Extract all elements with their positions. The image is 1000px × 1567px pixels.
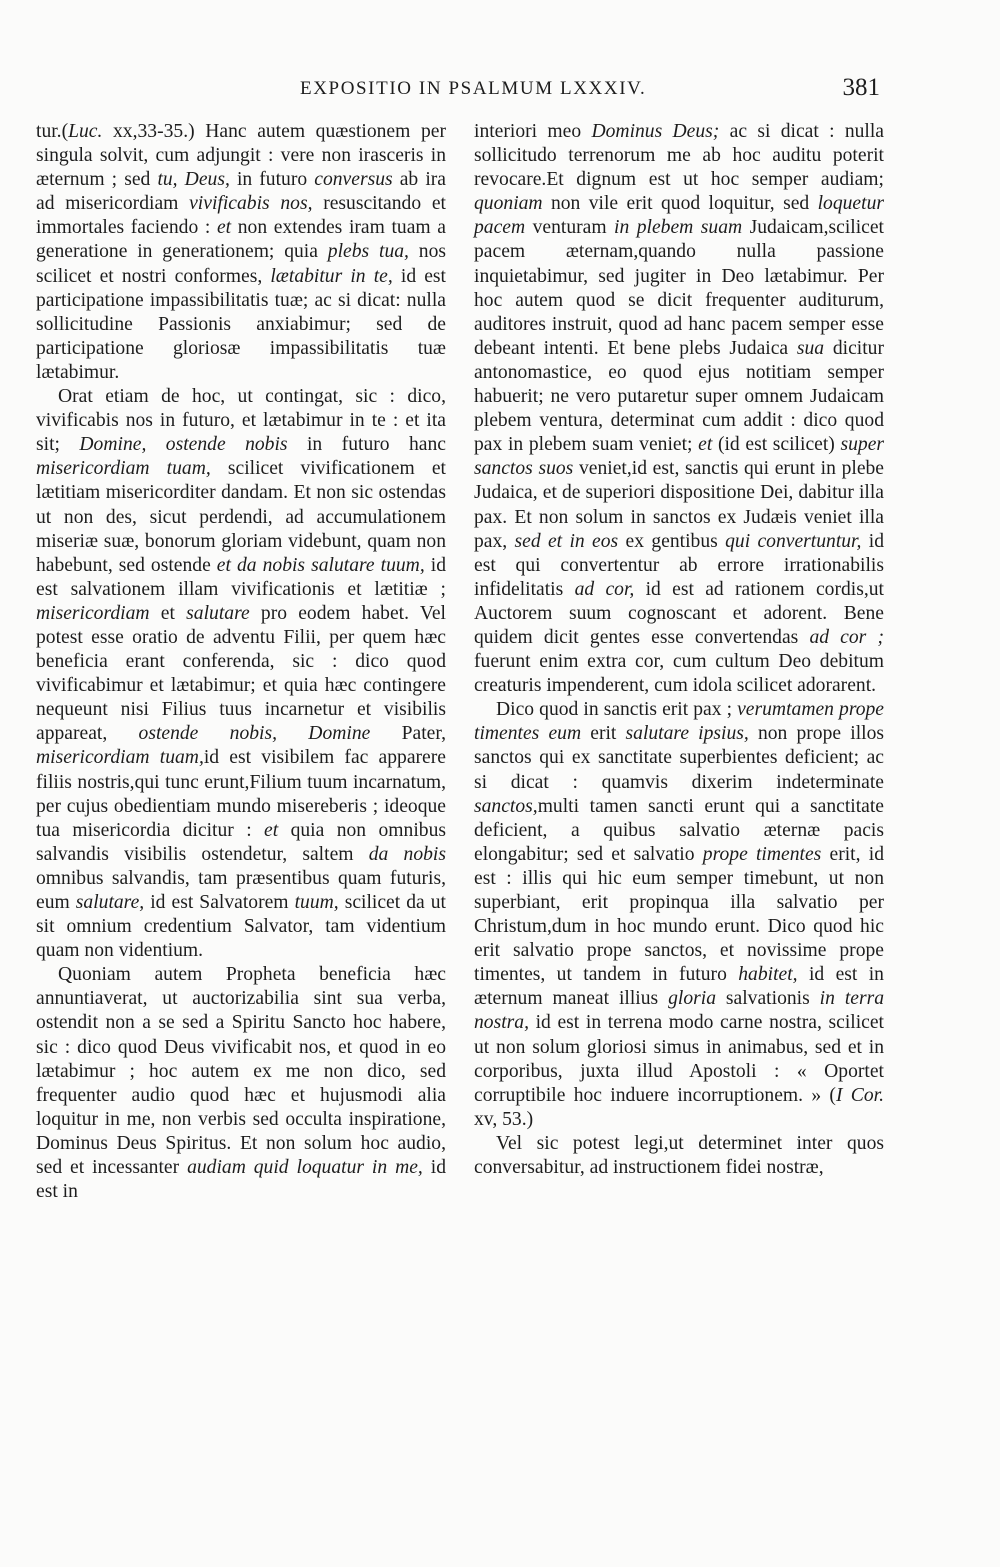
text-run: Pater, [370,723,446,745]
text-run: fuerunt enim extra cor, cum cultum Deo debitum creaturis impenderent, cum idola scilicet adorarent. [474,651,884,697]
italic-text-run: salutare ipsius, [625,723,749,745]
italic-text-run: I Cor. [835,1084,884,1106]
italic-text-run: gloria [668,988,716,1010]
text-run: id est salvationem illam vivificationis et lætitiæ ; [36,554,446,600]
text-run: in futuro hanc [287,434,446,456]
italic-text-run: quoniam [474,193,543,215]
italic-text-run: et [216,217,232,239]
text-run: id est in terrena modo carne nostra, scilicet ut non solum gloriosi simus in animabus, sed et in corporibus, juxta illud Apostoli : « Oportet corruptibile hoc induere incorruptionem. » ( [474,1012,884,1106]
italic-text-run: conversus [314,169,393,191]
italic-text-run: misericordiam tuam, [36,458,211,480]
italic-text-run: habitet, [738,964,798,986]
text-run: erit [581,723,626,745]
text-run: interiori meo [474,121,592,142]
text-run: id est ad rationem cordis,ut Auctorem suum cognoscant et adorent. Bene quidem dicit gentes esse convertendas [474,578,884,648]
italic-text-run: ad cor, [574,578,635,600]
text-run: erit, id est : illis qui hic eum semper timebunt, ut non superbiant, erit propinqua illa salvatio per Christum,dum in hoc mundo erunt. Dico quod hic erit salvatio prope sanctos, et novissime prope timentes, ut tandem in futuro [474,843,884,986]
text-run: resuscitando et immortales faciendo : [36,193,446,239]
italic-text-run: verumtamen prope timentes eum [474,699,885,745]
text-run: et [149,602,187,624]
italic-text-run: in terra nostra, [474,988,885,1034]
italic-text-run: qui convertuntur, [725,530,862,552]
text-run: (id est scilicet) [712,434,841,456]
paragraph [36,963,446,1204]
italic-text-run: sanctos, [474,795,538,817]
page-number: 381 [842,74,880,101]
italic-text-run: super sanctos suos [474,434,885,480]
italic-text-run: misericordiam [36,602,150,624]
italic-text-run: et [698,434,713,456]
text-run: Vel sic potest legi,ut determinet inter quos conversabitur, ad instructionem fidei nostræ, [474,1132,884,1179]
text-run: ex gentibus [618,530,726,552]
text-run: scilicet da ut sit omnium credentium Salvator, tam videntium quam non videntium. [36,892,447,962]
text-run: quia non omnibus salvandis visibilis ostendetur, saltem [36,819,446,865]
text-run: Dico quod in sanctis erit pax ; [496,699,738,721]
text-run: dicitur antonomastice, eo quod ejus notitiam semper habuerit; ne vero putaretur super omnem Judaicam plebem ventura, determinat cum addit : dico quod pax in plebem suam veniet; [474,337,885,456]
italic-text-run: sed et in eos [514,530,619,552]
italic-text-run: ostende nobis, Domine [138,723,371,745]
italic-text-run: tu, Deus, [157,169,230,191]
text-run: id est Salvatorem [144,892,295,913]
text-run: non vile erit quod loquitur, sed [542,193,818,215]
text-run: multi tamen sancti erunt qui a sanctitate deficient, a quibus salvatio æternæ pacis elongabitur; sed et salvatio [474,795,884,865]
paragraph [36,120,446,385]
paragraph [474,120,884,698]
running-title: EXPOSITIO IN PSALMUM LXXXIV. [300,78,647,99]
italic-text-run: Domine, ostende nobis [79,434,288,456]
text-run: tur.( [36,121,69,142]
text-run: salvationis [716,988,820,1010]
text-run: id est in æternum maneat illius [474,964,884,1010]
text-run: omnibus salvandis, tam præsentibus quam futuris, eum [36,867,446,913]
italic-text-run: ad cor ; [809,626,884,648]
text-run: veniet,id est, sanctis qui erunt in plebe Judaica, et de superiori dispositione Dei, dabitur illa pax. Et non solum in sanctos ex Judæis veniet illa pax, [474,458,885,552]
left-column [36,120,446,1204]
text-run: ac si dicat : nulla sollicitudo terrenorum me ab hoc auditu poterit revocare.Et dignum est ut hoc semper audiam; [474,121,885,191]
italic-text-run: vivificabis nos, [189,193,313,215]
text-run: pro eodem habet. Vel potest esse oratio de adventu Filii, per quem hæc beneficia erant conferenda, sic : dico quod vivificabimur et lætabimur; et quia hæc contingere nequeunt nisi Filius tuus incarnetur et visibilis appareat, [36,602,446,745]
text-run: scilicet vivificationem et lætitiam misericorditer dandam. Et non sic ostendas ut non des, sicut perdendi, ad accumulationem miseriæ suæ, bonorum gloriam videbunt, quam non habebunt, sed ostende [36,458,446,576]
running-head [0,74,1000,104]
text-run: non extendes iram tuam a generatione in generationem; quia [36,217,446,263]
paragraph [36,385,446,963]
text-run: nos scilicet et nostri conformes, [36,241,446,287]
text-run: id est in [36,1157,447,1203]
paragraph [474,698,884,1132]
text-run: id est visibilem fac apparere filiis nostris,qui tunc erunt,Filium tuum incarnatum, per cujus obedientiam mundo misereberis ; ideoque tua misericordia dicitur : [36,747,446,841]
italic-text-run: lætabitur in te, [270,265,393,287]
right-column [474,120,884,1180]
italic-text-run: misericordiam tuam, [36,747,204,769]
italic-text-run: loquetur pacem [474,193,884,239]
text-run: id est participatione impassibilitatis tuæ; ac si dicat: nulla sollicitudine Passionis anxiabimur; sed de participatione gloriosæ impassibilitatis tuæ lætabimur. [36,265,446,383]
paragraph [474,1132,884,1180]
text-run: Judaicam,scilicet pacem æternam,quando nulla passione inquietabimur, sed jugiter in Deo lætabimur. Per hoc autem quod se dicit frequenter auditurum, auditores instruit, quod ad hanc pacem semper esse debeant intenti. Et bene plebs Judaica [474,217,884,359]
text-run: xx,33-35.) Hanc autem quæstionem per singula solvit, cum adjungit : vere non irasceris in æternum ; sed [36,121,446,191]
text-run: Orat etiam de hoc, ut contingat, sic : dico, vivificabis nos in futuro, et lætabimur in te : et ita sit; [36,386,446,456]
text-run: id est qui convertentur ab errore irrationabilis infidelitatis [474,530,885,600]
text-run: in futuro [229,169,315,191]
text-run: Quoniam autem Propheta beneficia hæc annuntiaverat, ut auctorizabilia sint sua verba, ostendit non a se sed a Spiritu Sancto hoc habere, sic : dico quod Deus vivificabit nos, et quod in eo lætabimur ; hoc autem ex me non dico, sed frequenter audio quod hæc et hujusmodi alia loquitur in me, non verbis sed occulta inspiratione, Dominus Deus Spiritus. Et non solum hoc audio, sed et incessanter [36,964,446,1179]
italic-text-run: da nobis [368,843,447,865]
italic-text-run: plebs tua, [327,241,409,263]
italic-text-run: prope timentes [702,843,822,865]
text-run: venturam [525,217,615,239]
italic-text-run: Luc. [68,121,103,142]
italic-text-run: tuum, [294,892,339,913]
italic-text-run: audiam quid loquatur in me, [187,1157,423,1179]
italic-text-run: et [264,819,279,841]
text-run: ab ira ad misericordiam [36,169,446,215]
italic-text-run: et da nobis salutare tuum, [216,554,425,576]
italic-text-run: in plebem suam [614,217,743,239]
text-run: xv, 53.) [474,1108,534,1130]
text-run: non prope illos sanctos qui ex sanctitate superbientes deficient; ac si dicat : quamvis dixerim indeterminate [474,723,885,793]
italic-text-run: salutare, [75,892,145,913]
italic-text-run: Dominus Deus; [591,121,720,142]
italic-text-run: salutare [186,602,250,624]
italic-text-run: sua [796,337,825,359]
